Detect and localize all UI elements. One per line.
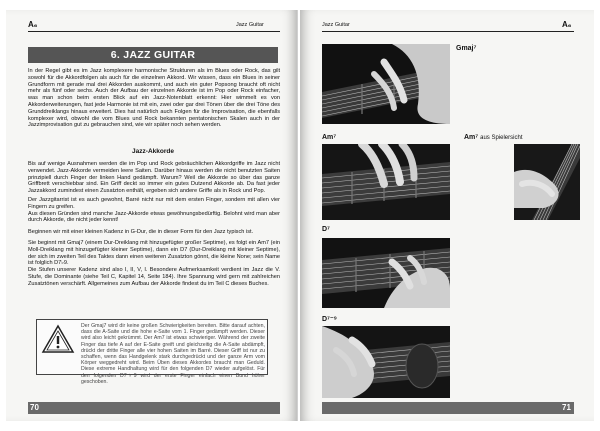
section-heading: Jazz-Akkorde [132,148,174,155]
chord-photo-am7-player-view [514,144,580,220]
chord-photo-d7 [322,238,450,308]
warning-text: Der Gmaj7 wird dir keine großen Schwierigkeiten bereiten. Bitte darauf achten, dass die A-Saite und die hohe e-Saite vom 1. Finger gedämpft werden. Dieser wird also leicht gekrümmt. Der Am7 ist etwas schwieriger. Während der zweite Finger das tiefe A auf der E-Saite greift und gleichzeitig die A-Saite abdämpft, drückt der dritte Finger alle vier hohen Saiten im Barré. Dieser Griff ist nur zu schaffen, wenn das Handgelenk stark durchgedrückt und der ganze Arm vom Körper weggedreht wird. Beim Üben dieses Akkordes braucht man Geduld. Diese extreme Handhaltung wird für den folgenden D7 wieder aufgelöst. Für den folgenden D7♭9 wird der erste Finger einfach einen Bund höher geschoben. [81,323,265,385]
corner-mark: A₆ [562,20,572,29]
right-page [300,10,594,421]
section-paragraph: Aus diesen Gründen sind manche Jazz-Akkorde etwas gewöhnungsbedürftig. Belohnt wird man aber durch Akkorde, die nicht jeder kennt! [28,210,280,224]
chord-name: D⁷ [322,226,330,233]
section-text [28,161,280,290]
chord-photo-d7b9 [322,326,450,398]
section-paragraph: Sie beginnt mit Gmaj7 (einem Dur-Dreiklang mit hinzugefügter großer Septime), es folgt ein Am7 (ein Moll-Dreiklang mit hinzugefügter kleiner Septime), dann ein D7 (Dur-Dreiklang mit kleiner Septime), der sich im zweiten Teil des Taktes dann einen weiteren Zusatzton gönnt, die kleine None; sein Name ist folglich D7♭9. [28,239,280,267]
chord-label-gmaj7 [456,45,476,52]
warning-box [36,319,268,385]
left-page [6,10,298,421]
left-running-head: Jazz Guitar [236,22,264,28]
footer-bar [322,402,574,414]
section-paragraph: Der Jazzgitarrist ist es auch gewohnt, Barré nicht nur mit dem ersten Finger, sondern mit allen vier Fingern zu greifen. [28,196,280,210]
warning-triangle-icon [41,324,75,354]
open-book [6,10,594,421]
chord-label-am7 [322,134,336,141]
chord-label-d7 [322,226,330,233]
corner-mark: A₆ [28,20,38,29]
left-corner-mark [28,20,37,30]
intro-text [28,68,280,131]
chord-name: D⁷⁻⁹ [322,316,337,323]
chord-label-am7-player-view [464,134,522,141]
intro-paragraph: In der Regel gibt es im Jazz komplexere harmonische Strukturen als im Blues oder Rock, das gilt sowohl für die Akkordfolgen als auch für die einzelnen Akkord. Wir wissen, dass ein Blues in seiner Grundform mit gerade mal drei Akkorden auskommt, und auch ein guter Popsong braucht oft nicht mehr als fünf oder sechs. Auch der Aufbau der einzelnen Akkorde ist im Pop oder Rock einfacher, was man schon beim ersten Blick auf ein Jazz-Notenblatt erkennt: Hier wimmelt es von Akkorderweiterungen, fast jede Harmonie ist mit ein, zwei oder gar drei Tönen über die drei Töne des Grunddreiklangs hinaus erweitert. Dies hat natürlich auch Folgen für die Improvisation, die ebenfalls komplexer wird, obwohl die vom Blues und Rock bekannten pentatonischen Skalen auch in der Jazzimprovisation gut zu gebrauchen sind, wie wir später noch sehen werden. [28,68,280,129]
right-running-head: Jazz Guitar [322,22,350,28]
header-rule [28,31,280,32]
header-rule [322,31,574,32]
section-paragraph: Beginnen wir mit einer kleinen Kadenz in G-Dur, die in dieser Form für den Jazz typisch ist. [28,229,254,236]
chord-photo-am7 [322,144,450,220]
footer-bar [28,402,280,414]
page-number: 70 [30,403,39,412]
chord-photo-gmaj7 [322,44,450,124]
chord-name: Am⁷ [322,134,337,141]
chord-name: Am⁷ [464,134,479,141]
section-paragraph: Die Stufen unserer Kadenz sind also I, II, V, I. Besondere Aufmerksamkeit verdient im Jazz die V. Stufe, die Dominante (siehe Teil C, Kapitel 14, Seite 184). Ihre Spannung wird gern mit zahlreichen Zusatztönen verschärft. Allgemeines zum Aufbau der Akkorde findest du im Teil C dieses Buches. [28,267,280,287]
page-number: 71 [562,403,571,412]
right-corner-mark [562,20,571,30]
section-paragraph: Bis auf wenige Ausnahmen werden die im Pop und Rock gebräuchlichen Akkordgriffe im Jazz nicht verwendet. Jazz-Akkorde vermeiden leere Saiten. Darüber hinaus werden die nicht benutzten Saiten prinzipiell durch Finger der linken Hand gedämpft. Warum? Weil die Akkorde so über das ganze Griffbrett verschiebbar sind. Ein Griff deckt so immer ein gutes Dutzend Akkorde ab. Da fast jeder Jazzakkord zumindest einen Zusatzton enthält, ergeben sich andere Griffe als in Rock und Pop. [28,161,280,195]
chord-name: Gmaj⁷ [456,45,477,52]
chapter-title: 6. JAZZ GUITAR [28,47,278,63]
chord-label-d7b9 [322,315,337,323]
chord-note: aus Spielersicht [480,135,523,141]
